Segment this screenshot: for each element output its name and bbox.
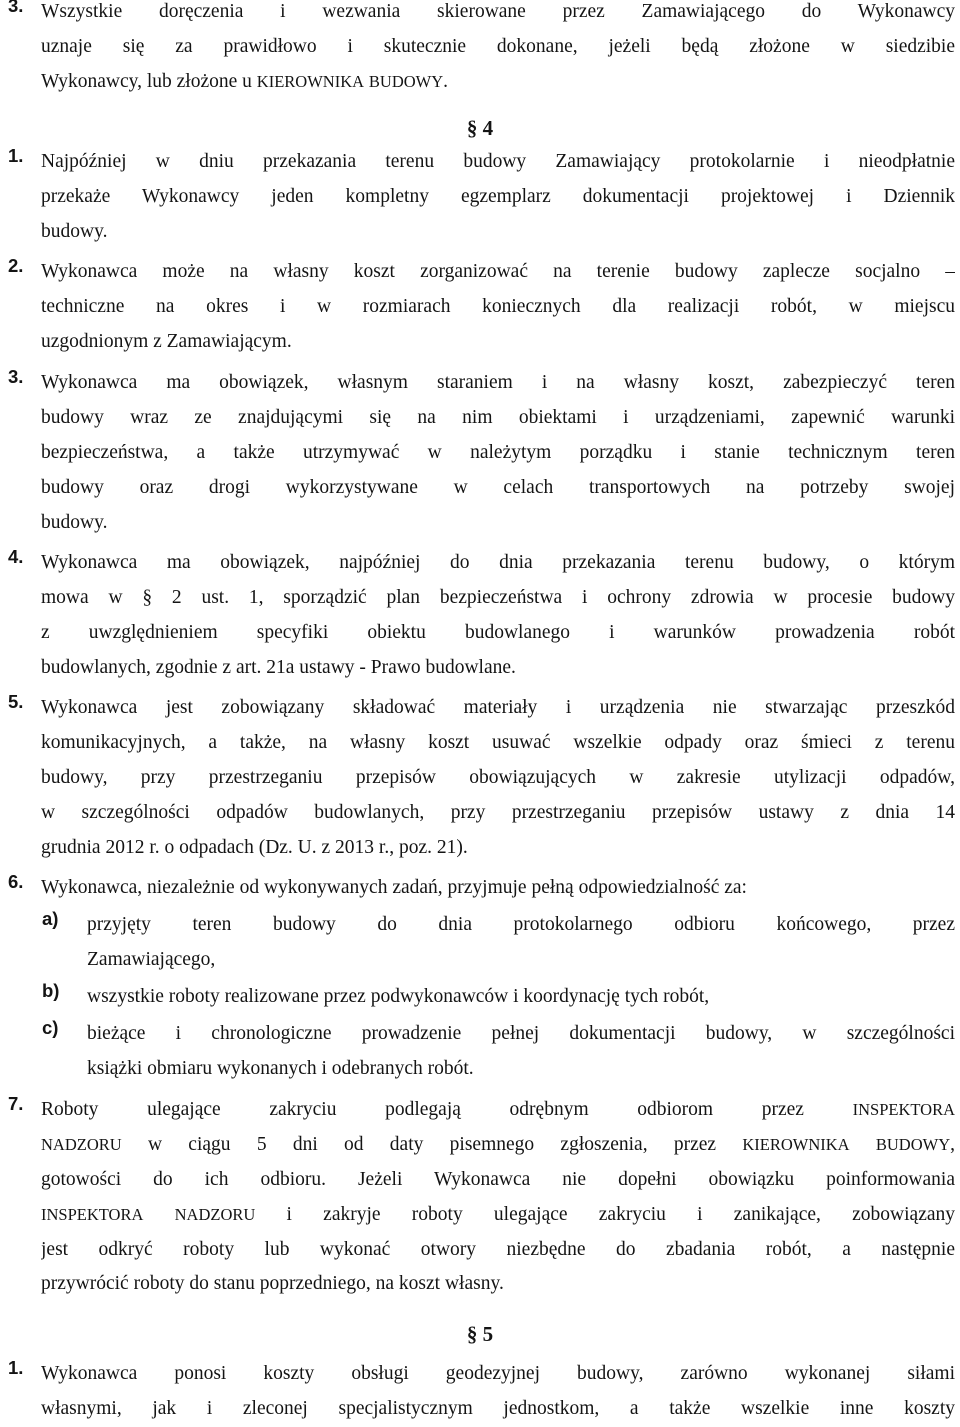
item-number: 6. <box>8 871 24 892</box>
section-heading-5: § 5 <box>466 1322 494 1346</box>
text-line: uznaje się za prawidłowo i skutecznie dokonane, jeżeli będą złożone w siedzibie <box>41 35 955 57</box>
item-text <box>41 691 955 865</box>
text-line: mowa w § 2 ust. 1, sporządzić plan bezpieczeństwa i ochrony zdrowia w procesie budowy <box>41 586 955 608</box>
item-number: 1. <box>8 145 24 166</box>
s4-item-6-sub-b <box>0 980 955 1015</box>
item-number: 5. <box>8 691 24 712</box>
text-line: własnymi, jak i zleconej specjalistycznym jednostkom, a także wszelkie inne koszty <box>41 1397 955 1419</box>
item-number: 3. <box>8 366 24 387</box>
text-line: NADZORU w ciągu 5 dni od daty pisemnego zgłoszenia, przez KIEROWNIKA BUDOWY, <box>41 1133 955 1155</box>
s4-item-2 <box>0 255 955 360</box>
text-line: Najpóźniej w dniu przekazania terenu budowy Zamawiający protokolarnie i nieodpłatnie <box>41 151 955 172</box>
sub-item-letter: b) <box>42 980 60 1001</box>
text-line: Wykonawcy, lub złożone u KIEROWNIKA BUDOWY. <box>41 70 449 92</box>
s5-item-1 <box>0 1357 955 1427</box>
text-line: Wykonawca ma obowiązek, najpóźniej do dnia przekazania terenu budowy, o którym <box>41 552 955 573</box>
paragraph-3-top <box>0 0 955 100</box>
section-heading-4: § 4 <box>466 116 494 140</box>
item-text <box>41 145 955 250</box>
s4-item-6 <box>0 871 955 906</box>
sub-item-text <box>87 908 955 978</box>
text-line: budowy. <box>41 220 108 242</box>
item-text <box>41 1357 955 1427</box>
text-line: przekaże Wykonawcy jeden kompletny egzemplarz dokumentacji projektowej i Dziennik <box>41 185 955 207</box>
s4-item-4 <box>0 546 955 686</box>
text-line: Roboty ulegające zakryciu podlegają odrębnym odbiorom przez INSPEKTORA <box>41 1099 955 1120</box>
s4-item-5 <box>0 691 955 865</box>
text-line: Wykonawca może na własny koszt zorganizować na terenie budowy zaplecze socjalno – <box>41 261 955 282</box>
text-line: bieżące i chronologiczne prowadzenie pełnej dokumentacji budowy, w szczególności <box>87 1023 955 1044</box>
sub-item-text <box>87 980 955 1015</box>
text-line: Wykonawca jest zobowiązany składować materiały i urządzenia nie stwarzając przeszkód <box>41 697 955 718</box>
item-text <box>41 546 955 686</box>
text-line: Zamawiającego, <box>87 948 216 970</box>
text-line: Wykonawca, niezależnie od wykonywanych zadań, przyjmuje pełną odpowiedzialność za: <box>41 877 747 898</box>
text-line: z uwzględnieniem specyfiki obiektu budowlanego i warunków prowadzenia robót <box>41 621 955 643</box>
text-line: w szczególności odpadów budowlanych, przy przestrzeganiu przepisów ustawy z dnia 14 <box>41 801 955 823</box>
item-number: 2. <box>8 255 24 276</box>
sub-item-letter: a) <box>42 908 59 929</box>
item-number: 3. <box>8 0 24 16</box>
s4-item-3 <box>0 366 955 540</box>
text-line: przywrócić roboty do stanu poprzedniego, na koszt własny. <box>41 1273 504 1295</box>
item-text <box>41 366 955 540</box>
text-line: techniczne na okres i w rozmiarach koniecznych dla realizacji robót, w miejscu <box>41 295 955 317</box>
item-number: 7. <box>8 1093 24 1114</box>
sub-item-text <box>87 1017 955 1087</box>
text-line: gotowości do ich odbioru. Jeżeli Wykonawca nie dopełni obowiązku poinformowania <box>41 1168 955 1190</box>
text-line: budowlanych, zgodnie z art. 21a ustawy - Prawo budowlane. <box>41 656 516 678</box>
item-text <box>41 871 955 906</box>
item-text <box>41 1093 955 1302</box>
text-line: Wykonawca ponosi koszty obsługi geodezyjnej budowy, zarówno wykonanej siłami <box>41 1363 955 1384</box>
text-line: Wykonawca ma obowiązek, własnym staraniem i na własny koszt, zabezpieczyć teren <box>41 372 955 393</box>
item-text <box>41 255 955 360</box>
sub-item-letter: c) <box>42 1017 59 1038</box>
text-line: budowy wraz ze znajdującymi się na nim obiektami i urządzeniami, zapewnić warunki <box>41 406 955 428</box>
text-line: wszystkie roboty realizowane przez podwykonawców i koordynację tych robót, <box>87 986 710 1007</box>
text-line: Wszystkie doręczenia i wezwania skierowane przez Zamawiającego do Wykonawcy <box>41 1 955 22</box>
text-line: budowy. <box>41 511 108 533</box>
text-line: uzgodnionym z Zamawiającym. <box>41 330 292 352</box>
s4-item-6-sub-c <box>0 1017 955 1087</box>
text-line: komunikacyjnych, a także, na własny koszt usuwać wszelkie odpady oraz śmieci z terenu <box>41 731 955 753</box>
text-line: przyjęty teren budowy do dnia protokolarnego odbioru końcowego, przez <box>87 914 955 935</box>
text-line: budowy oraz drogi wykorzystywane w celach transportowych na potrzeby swojej <box>41 476 955 498</box>
text-line: jest odkryć roboty lub wykonać otwory niezbędne do zbadania robót, a następnie <box>41 1238 955 1260</box>
text-line: książki obmiaru wykonanych i odebranych robót. <box>87 1057 474 1079</box>
item-number: 1. <box>8 1357 24 1378</box>
s4-item-1 <box>0 145 955 250</box>
text-line: budowy, przy przestrzeganiu przepisów obowiązujących w zakresie utylizacji odpadów, <box>41 766 955 788</box>
text-line: INSPEKTORA NADZORU i zakryje roboty ulegające zakryciu i zanikające, zobowiązany <box>41 1203 955 1225</box>
text-line: grudnia 2012 r. o odpadach (Dz. U. z 2013 r., poz. 21). <box>41 836 468 858</box>
s4-item-6-sub-a <box>0 908 955 978</box>
s4-item-7 <box>0 1093 955 1302</box>
item-text <box>41 0 955 100</box>
text-line: bezpieczeństwa, a także utrzymywać w należytym porządku i stanie technicznym teren <box>41 441 955 463</box>
item-number: 4. <box>8 546 24 567</box>
